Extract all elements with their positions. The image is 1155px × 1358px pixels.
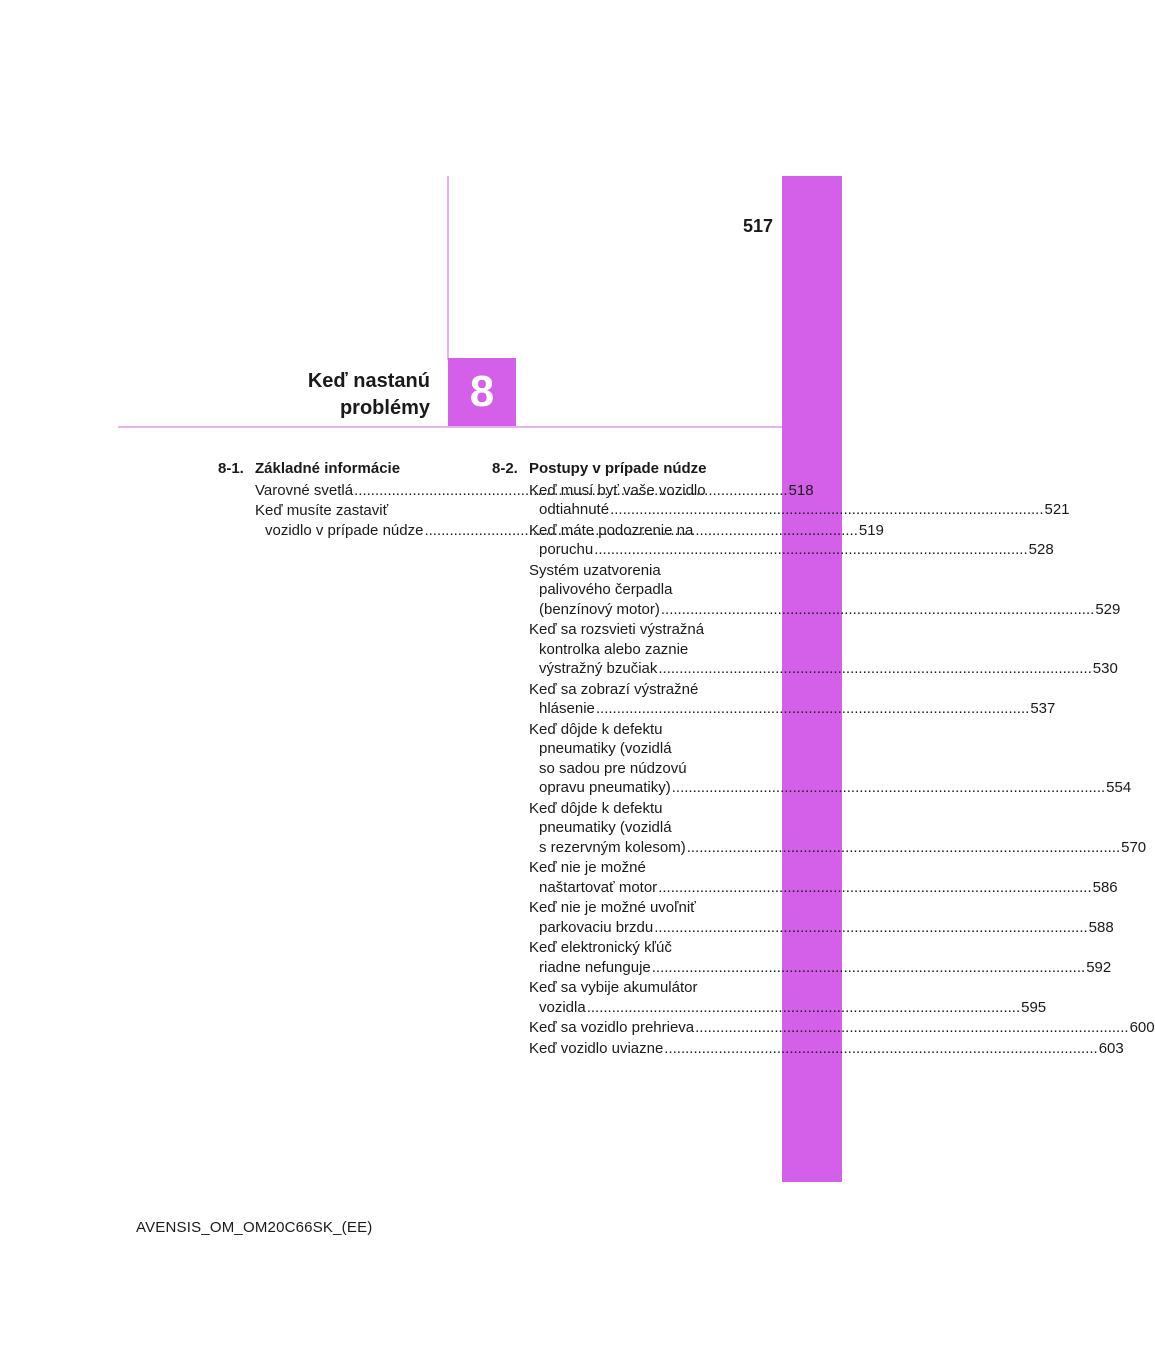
entry-page: 537 — [1030, 700, 1056, 717]
entry-page: 529 — [1095, 600, 1121, 618]
toc-entry[interactable]: Keď musíte zastaviť vozidlo v prípade núdze ..... 519 — [218, 501, 466, 540]
entry-page: 554 — [1106, 779, 1132, 796]
toc-entry[interactable]: Systém uzatvorenia palivového čerpadla (benzínový motor) ..... 529 — [492, 561, 739, 620]
toc-entry[interactable]: Keď nie je možné naštartovať motor ..... 586 — [492, 858, 739, 897]
section-number: 8-2. — [492, 460, 518, 477]
entry-page: 586 — [1092, 878, 1118, 896]
section-title: Postupy v prípade núdze — [529, 460, 707, 477]
vertical-divider — [447, 176, 449, 360]
entry-page: 528 — [1028, 541, 1054, 558]
toc-entry[interactable]: Keď nie je možné uvoľniť parkovaciu brzdu ..... 588 — [492, 898, 739, 937]
toc-entry[interactable]: Keď musí byť vaše vozidlo odtiahnuté ..... 521 — [492, 481, 739, 520]
chapter-number-box: 8 — [448, 358, 516, 426]
entry-page: 570 — [1121, 838, 1147, 856]
toc-entry[interactable]: Keď vozidlo uviazne ..... 603 — [492, 1039, 739, 1059]
entry-page: 603 — [1098, 1039, 1124, 1057]
document-code-footer: AVENSIS_OM_OM20C66SK_(EE) — [136, 1219, 373, 1236]
section-number: 8-1. — [218, 460, 244, 477]
entry-page: 595 — [1021, 998, 1047, 1016]
toc-entry[interactable]: Varovné svetlá ..... 518 — [218, 481, 466, 501]
toc-entry[interactable]: Keď máte podozrenie na poruchu ..... 528 — [492, 521, 739, 560]
entry-page: 521 — [1044, 501, 1070, 518]
toc-entry[interactable]: Keď dôjde k defektu pneumatiky (vozidlá so sadou pre núdzovú opravu pneumatiky) ..... 554 — [492, 720, 739, 798]
page-number: 517 — [742, 216, 773, 236]
toc-entry[interactable]: Keď elektronický kľúč riadne nefunguje ..... 592 — [492, 938, 739, 977]
toc-entry[interactable]: Keď sa vybije akumulátor vozidla ..... 595 — [492, 978, 739, 1017]
toc-entry[interactable]: Keď sa rozsvieti výstražná kontrolka alebo zaznie výstražný bzučiak ..... 530 — [492, 620, 739, 679]
entry-page: 592 — [1086, 958, 1112, 976]
entry-page: 519 — [858, 521, 884, 539]
section-heading — [492, 459, 739, 479]
toc-entry[interactable]: Keď sa vozidlo prehrieva ..... 600 — [492, 1018, 739, 1038]
entry-page: 600 — [1129, 1019, 1155, 1036]
entry-page: 518 — [788, 481, 814, 499]
chapter-title-line-1: Keď nastanú — [307, 370, 430, 392]
toc-entry[interactable]: Keď sa zobrazí výstražné hlásenie ..... 537 — [492, 680, 739, 719]
section-heading — [218, 459, 466, 479]
entry-page: 588 — [1088, 918, 1114, 936]
chapter-title — [200, 368, 430, 422]
toc-entry[interactable]: Keď dôjde k defektu pneumatiky (vozidlá s rezervným kolesom) ..... 570 — [492, 799, 739, 858]
horizontal-divider — [118, 426, 782, 428]
section-title: Základné informácie — [255, 460, 401, 477]
entry-page: 530 — [1092, 660, 1118, 677]
chapter-title-line-2: problémy — [339, 397, 430, 419]
